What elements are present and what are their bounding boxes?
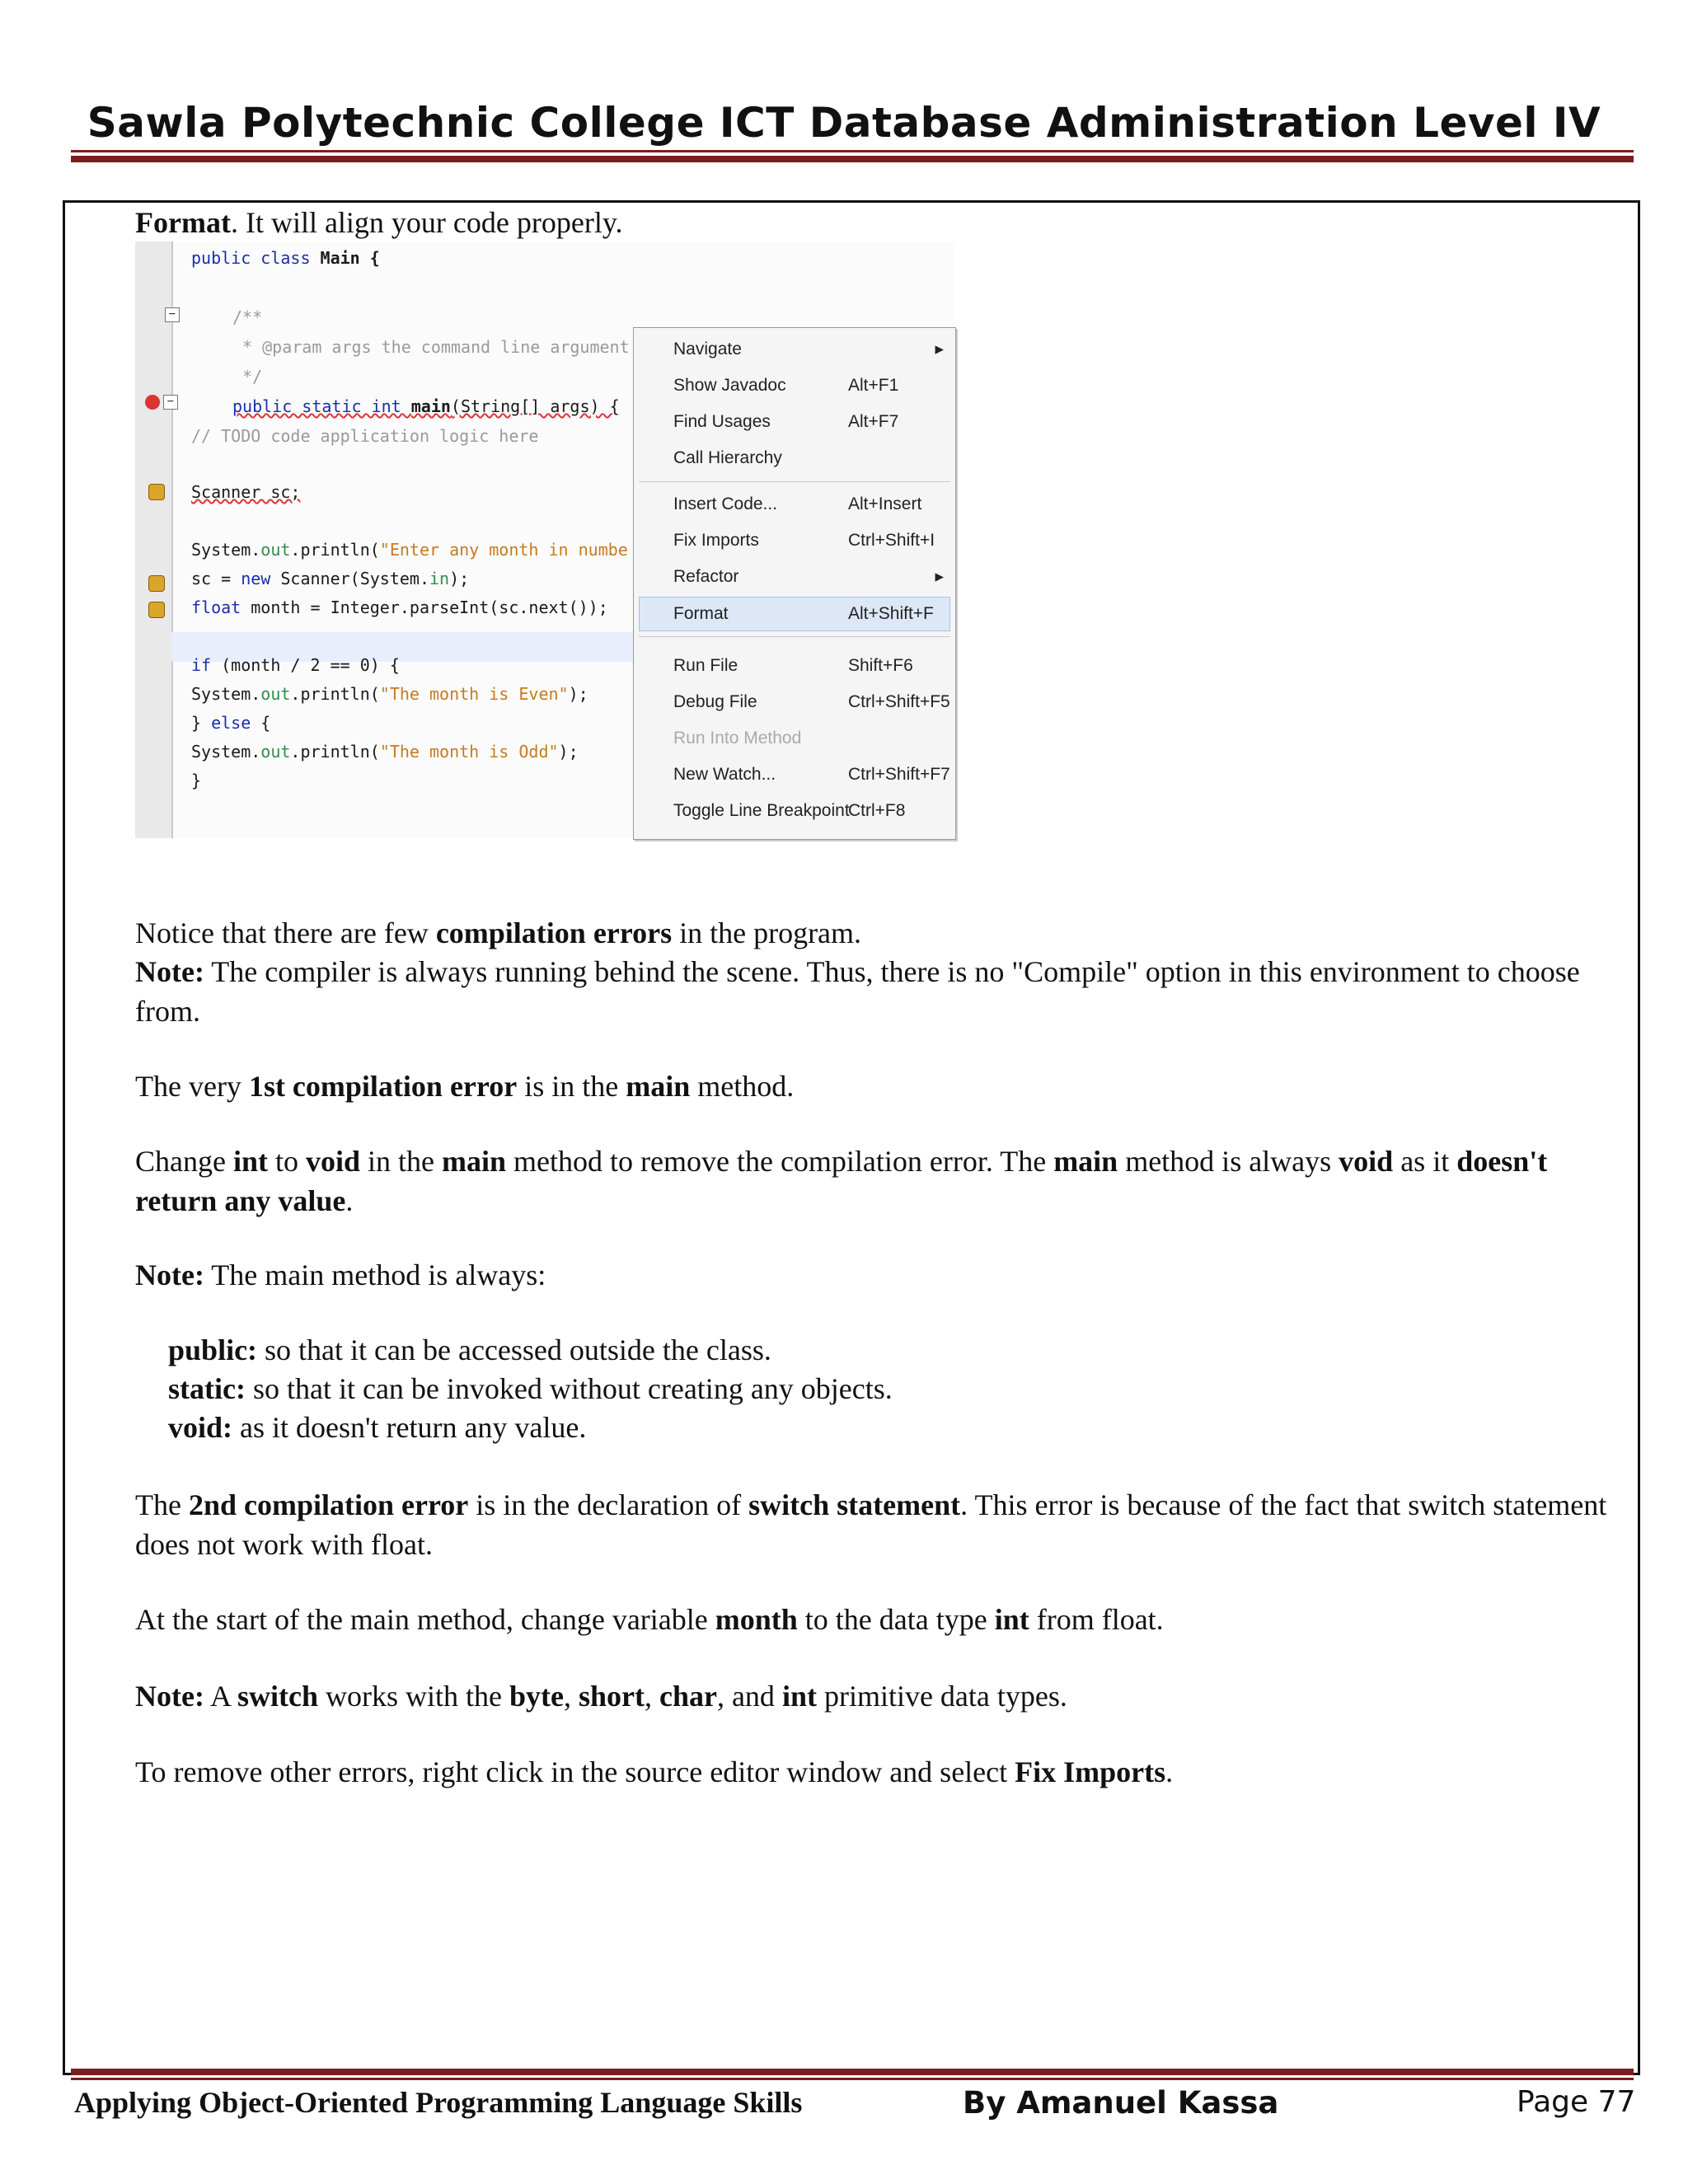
menu-item-find-usages[interactable]: Find Usages Alt+F7 (673, 412, 899, 431)
code-line: } else { (191, 713, 271, 733)
code-line: // TODO code application logic here (191, 426, 539, 446)
paragraph: At the start of the main method, change variable month to the data type int from float. (135, 1603, 1164, 1636)
menu-item-new-watch[interactable]: New Watch... Ctrl+Shift+F7 (673, 765, 950, 784)
menu-item-navigate[interactable]: Navigate ▸ (673, 333, 947, 366)
warning-bulb-icon[interactable] (148, 484, 165, 500)
menu-separator (639, 636, 950, 637)
paragraph: The very 1st compilation error is in the main method. (135, 1070, 795, 1103)
header-rule-thick (71, 156, 1634, 162)
menu-item-refactor[interactable]: Refactor ▸ (673, 560, 947, 593)
code-line: System.out.println("Enter any month in numbe (191, 540, 628, 560)
paragraph: Note: A switch works with the byte, short, char, and int primitive data types. (135, 1680, 1067, 1713)
code-line: public static int main(String[] args) { (232, 396, 620, 416)
menu-item-debug-file[interactable]: Debug File Ctrl+Shift+F5 (673, 692, 950, 711)
code-line: public class Main { (191, 248, 380, 268)
code-line: /** (232, 307, 263, 327)
code-line: */ (232, 367, 263, 387)
code-line: System.out.println("The month is Odd"); (191, 742, 579, 762)
footer-author: By Amanuel Kassa (963, 2085, 1279, 2121)
list-item: static: so that it can be invoked without creating any objects. (168, 1372, 893, 1405)
paragraph: The 2nd compilation error is in the declaration of switch statement. This error is because of the fact that switch statement does not work with float. (135, 1488, 1607, 1561)
editor-gutter (135, 241, 173, 838)
modifier-list (168, 1331, 1643, 1447)
code-line: System.out.println("The month is Even"); (191, 684, 588, 704)
list-item: void: as it doesn't return any value. (168, 1411, 587, 1444)
paragraph: Note: The main method is always: (135, 1258, 546, 1291)
paragraph: Change int to void in the main method to remove the compilation error. The main method is always void as it doesn't return any value. (135, 1145, 1548, 1217)
menu-item-run-into-method: Run Into Method (673, 729, 802, 748)
error-icon (145, 395, 160, 410)
menu-separator (639, 481, 950, 482)
menu-item-call-hierarchy[interactable]: Call Hierarchy (673, 448, 782, 467)
menu-item-toggle-line-breakpoint[interactable]: Toggle Line Breakpoint Ctrl+F8 (673, 801, 906, 820)
code-line: } (191, 771, 202, 790)
menu-item-fix-imports[interactable]: Fix Imports Ctrl+Shift+I (673, 531, 935, 550)
warning-bulb-icon[interactable] (148, 602, 165, 618)
fold-collapse-icon[interactable]: − (163, 395, 178, 410)
menu-item-insert-code[interactable]: Insert Code... Alt+Insert (673, 494, 922, 513)
page-header-title: Sawla Polytechnic College ICT Database Administration Level IV (87, 99, 1601, 147)
context-menu (633, 327, 956, 840)
intro-line: Format. It will align your code properly. (135, 206, 623, 239)
list-item: public: so that it can be accessed outside the class. (168, 1333, 771, 1366)
format-term: Format (135, 206, 231, 239)
code-line: if (month / 2 == 0) { (191, 655, 400, 675)
fold-collapse-icon[interactable]: − (165, 307, 180, 322)
menu-item-format[interactable]: Format Alt+Shift+F (639, 597, 950, 631)
code-line: float month = Integer.parseInt(sc.next()); (191, 598, 608, 617)
submenu-arrow-icon: ▸ (935, 567, 944, 586)
paragraph: Notice that there are few compilation errors in the program. (135, 916, 862, 949)
paragraph: To remove other errors, right click in the source editor window and select Fix Imports. (135, 1755, 1174, 1788)
paragraph: Note: The compiler is always running behind the scene. Thus, there is no "Compile" option in this environment to choose from. (135, 955, 1580, 1028)
menu-item-show-javadoc[interactable]: Show Javadoc Alt+F1 (673, 376, 899, 395)
code-line: Scanner sc; (191, 482, 301, 502)
footer-rule-thick (71, 2069, 1634, 2075)
header-rule-thin (71, 150, 1634, 152)
footer-page-number: Page 77 (1517, 2085, 1636, 2119)
code-line: * @param args the command line argument (232, 337, 630, 357)
warning-bulb-icon[interactable] (148, 575, 165, 592)
menu-item-run-file[interactable]: Run File Shift+F6 (673, 656, 913, 675)
footer-rule-thin (71, 2078, 1634, 2080)
submenu-arrow-icon: ▸ (935, 340, 944, 359)
code-line: sc = new Scanner(System.in); (191, 569, 470, 588)
footer-course-title: Applying Object-Oriented Programming Language Skills (74, 2086, 803, 2119)
